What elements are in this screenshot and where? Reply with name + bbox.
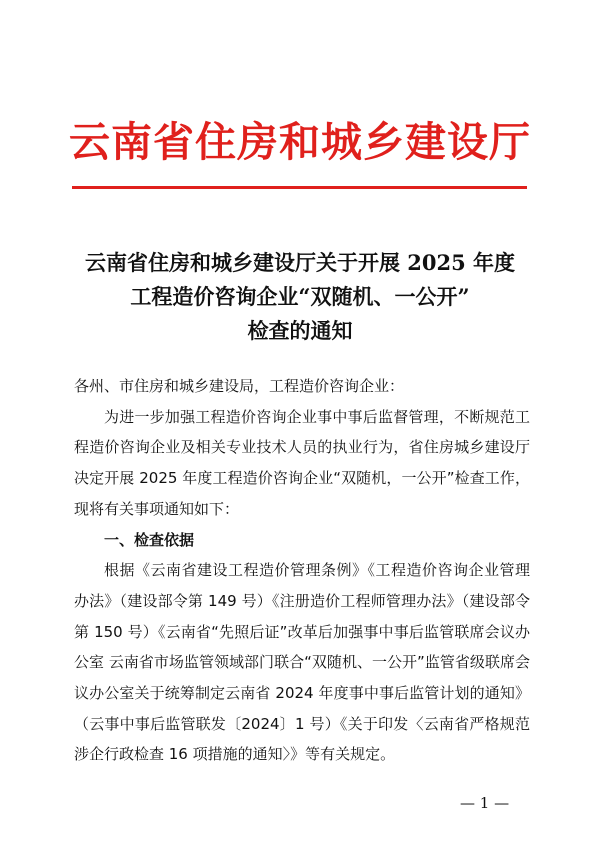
intro-paragraph: 为进一步加强工程造价咨询企业事中事后监督管理，不断规范工程造价咨询企业及相关专业技术人员的执业行为，省住房城乡建设厅决定开展 2025 年度工程造价咨询企业“双随机，一公开”检查工作，现将有关事项通知如下： [74, 407, 530, 518]
salutation: 各州、市住房和城乡建设局，工程造价咨询企业： [74, 377, 405, 395]
document-title [40, 246, 560, 348]
document-body [74, 371, 530, 770]
page-number: — 1 — [460, 794, 510, 812]
section-1-heading: 一、检查依据 [104, 530, 195, 549]
letterhead-red-rule [72, 186, 527, 189]
title-line-3: 检查的通知 [247, 318, 353, 343]
title-line-2: 工程造价咨询企业“双随机、一公开” [130, 284, 470, 309]
section-1-paragraph: 根据《云南省建设工程造价管理条例》《工程造价咨询企业管理办法》（建设部令第 149 号）《注册造价工程师管理办法》（建设部令第 150 号）《云南省“先照后证”改革后加强事中事后监管联席会议办公室 云南省市场监管领域部门联合“双随机、一公开”监管省级联席会议办公室关于统筹制定云南省 2024 年度事中事后监管计划的通知》（云事中事后监管联发〔2024〕1 号）《关于印发〈云南省严格规范涉企行政检查 16 项措施的通知〉》等有关规定。 [74, 561, 530, 764]
title-line-1: 云南省住房和城乡建设厅关于开展 2025 年度 [84, 250, 516, 275]
letterhead-issuer: 云南省住房和城乡建设厅 [69, 118, 531, 166]
